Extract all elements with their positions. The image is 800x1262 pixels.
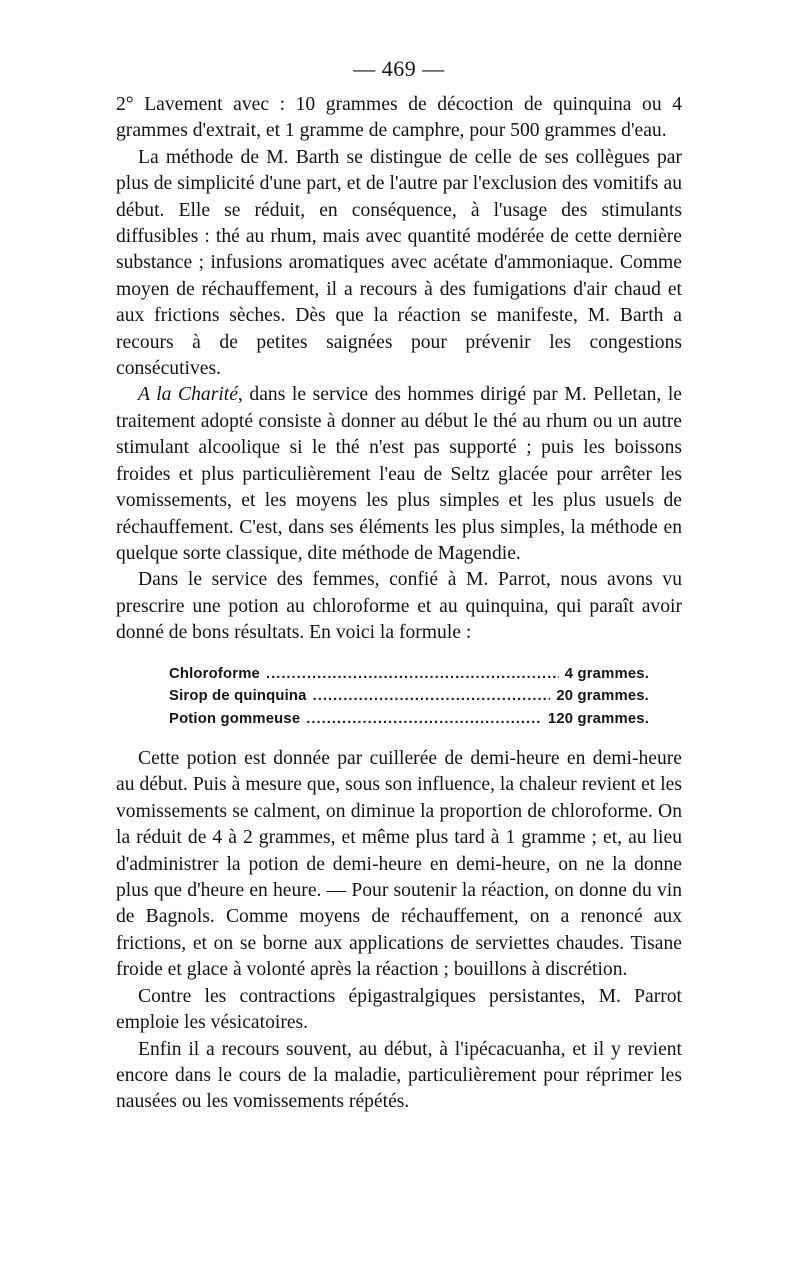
formula-quantity: 20 grammes. bbox=[556, 688, 649, 705]
formula-ingredient: Sirop de quinquina bbox=[169, 688, 307, 705]
dot-leader bbox=[306, 708, 542, 731]
paragraph-potion-dosage: Cette potion est donnée par cuillerée de demi-heure en demi-heure au début. Puis à mesure que, sous son influence, la chaleur revient et les vomissements se calment, on diminue la proportion de chloroforme. On la réduit de 4 à 2 grammes, et même plus tard à 1 gramme ; et, au lieu d'administrer la potion de demi-heure en demi-heure, on ne la donne plus que d'heure en heure. — Pour soutenir la réaction, on donne du vin de Bagnols. Comme moyens de réchauffement, on a renoncé aux frictions, et on se borne aux applications de serviettes chaudes. Tisane froide et glace à volonté après la réaction ; bouillons à discrétion. bbox=[116, 748, 682, 981]
formula-quantity: 120 grammes. bbox=[547, 710, 649, 727]
paragraph-barth-method: La méthode de M. Barth se distingue de celle de ses collègues par plus de simplicité d'une part, et de l'autre par l'exclusion des vomitifs au début. Elle se réduit, en conséquence, à l'usage des stimulants diffusibles : thé au rhum, mais avec quantité modérée de cette dernière substance ; infusions aromatiques avec acétate d'ammoniaque. Comme moyen de réchauffement, il a recours à des fumigations d'air chaud et aux frictions sèches. Dès que la réaction se manifeste, M. Barth a recours à de petites saignées pour prévenir les congestions consécutives. bbox=[116, 146, 682, 380]
paragraph-lavement: 2° Lavement avec : 10 grammes de décoction de quinquina ou 4 grammes d'extrait, et 1 gramme de camphre, pour 500 grammes d'eau. bbox=[116, 94, 682, 142]
formula-ingredient: Chloroforme bbox=[169, 665, 260, 682]
paragraph-vesicatoires: Contre les contractions épigastralgiques persistantes, M. Parrot emploie les vésicatoires. bbox=[116, 985, 682, 1034]
formula-ingredient: Potion gommeuse bbox=[169, 710, 301, 727]
book-page bbox=[116, 56, 682, 1116]
charite-body: , dans le service des hommes dirigé par M. Pelletan, le traitement adopté consiste à donner au début le thé au rhum ou un autre stimulant alcoolique si le thé n'est pas supporté ; puis les boissons froides et plus particulièrement l'eau de Seltz glacée pour arrêter les vomissements, et les moyens les plus simples et les plus usuels de réchauffement. C'est, dans ses éléments les plus simples, la méthode en quelque sorte classique, dite méthode de Magendie. bbox=[116, 384, 682, 564]
paragraph-parrot-service: Dans le service des femmes, confié à M. Parrot, nous avons vu prescrire une potion au chloroforme et au quinquina, qui paraît avoir donné de bons résultats. En voici la formule : bbox=[116, 569, 682, 644]
formula-row bbox=[169, 663, 649, 686]
formula-row bbox=[169, 708, 649, 731]
page-number: — 469 — bbox=[353, 56, 445, 81]
formula-quantity: 4 grammes. bbox=[564, 665, 649, 682]
formula-table bbox=[169, 663, 649, 731]
dot-leader bbox=[266, 663, 559, 686]
paragraph-ipecacuanha: Enfin il a recours souvent, au début, à l'ipécacuanha, et il y revient encore dans le cours de la maladie, particulièrement pour réprimer les nausées ou les vomissements répétés. bbox=[116, 1038, 682, 1113]
dot-leader bbox=[313, 685, 551, 708]
paragraph-charite bbox=[116, 382, 682, 567]
formula-row bbox=[169, 685, 649, 708]
charite-lead-italic: A la Charité bbox=[138, 384, 238, 406]
